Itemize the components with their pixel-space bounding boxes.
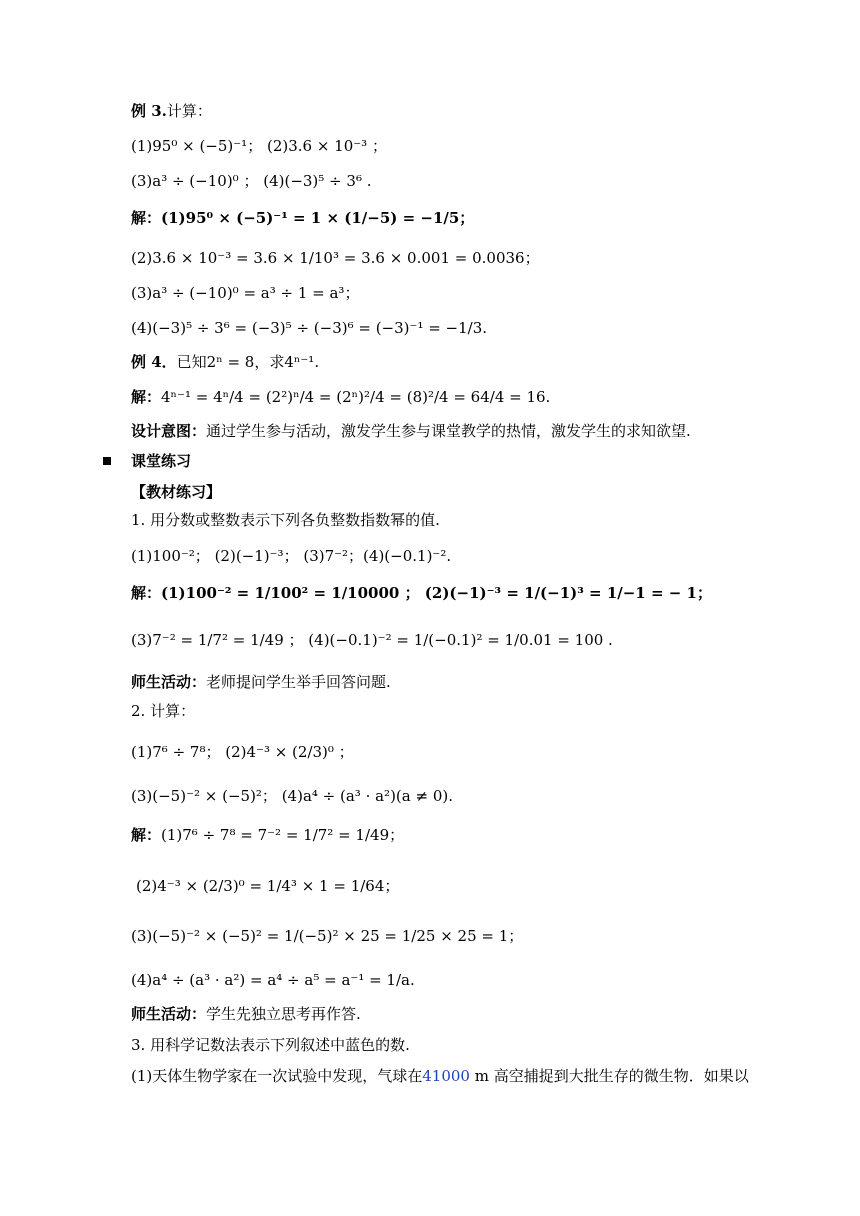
blue-number: 41000 — [422, 1067, 470, 1085]
section-heading: 课堂练习 — [131, 452, 192, 470]
exercise-2: 2. 计算： — [131, 702, 196, 720]
design-intent: 设计意图：通过学生参与活动，激发学生参与课堂教学的热情，激发学生的求知欲望. — [131, 422, 691, 440]
exercise-2-sol2: (2)4⁻³ × (2/3)⁰ = 1/4³ × 1 = 1/64； — [136, 877, 400, 895]
exercise-2-sol4: (4)a⁴ ÷ (a³ · a²) = a⁴ ÷ a⁵ = a⁻¹ = 1/a. — [131, 971, 415, 989]
exercise-3: 3. 用科学记数法表示下列叙述中蓝色的数. — [131, 1036, 410, 1054]
example-4-heading: 例 4．已知2ⁿ = 8，求4ⁿ⁻¹. — [131, 353, 320, 371]
teacher-student-2: 师生活动：学生先独立思考再作答. — [131, 1005, 361, 1023]
exercise-2-sol3: (3)(−5)⁻² × (−5)² = 1/(−5)² × 25 = 1/25 × 25 = 1； — [131, 927, 524, 945]
example-3-sol3: (3)a³ ÷ (−10)⁰ = a³ ÷ 1 = a³； — [131, 284, 360, 302]
exercise-2-q2: (3)(−5)⁻² × (−5)²； (4)a⁴ ÷ (a³ · a²)(a ≠ 0). — [131, 787, 453, 805]
teacher-student-1: 师生活动：老师提问学生举手回答问题. — [131, 673, 391, 691]
exercise-1-sol-a: 解：(1)100⁻² = 1/100² = 1/10000 ； (2)(−1)⁻³ = 1/(−1)³ = 1/−1 = − 1； — [131, 584, 712, 602]
exercise-1: 1. 用分数或整数表示下列各负整数指数幂的值. — [131, 511, 440, 529]
exercise-2-sol1: 解：(1)7⁶ ÷ 7⁸ = 7⁻² = 1/7² = 1/49； — [131, 826, 405, 844]
example-3-sol4: (4)(−3)⁵ ÷ 3⁶ = (−3)⁵ ÷ (−3)⁶ = (−3)⁻¹ = −1/3. — [131, 319, 488, 337]
exercise-1-sol-b: (3)7⁻² = 1/7² = 1/49 ； (4)(−0.1)⁻² = 1/(−0.1)² = 1/0.01 = 100 . — [131, 631, 613, 649]
textbook-practice-heading: 【教材练习】 — [131, 483, 222, 501]
exercise-2-q1: (1)7⁶ ÷ 7⁸； (2)4⁻³ × (2/3)⁰ ； — [131, 743, 354, 761]
example-3-q2: (3)a³ ÷ (−10)⁰ ； (4)(−3)⁵ ÷ 3⁶ . — [131, 172, 372, 190]
example-3-q1: (1)95⁰ × (−5)⁻¹； (2)3.6 × 10⁻³ ； — [131, 137, 387, 155]
exercise-1-items: (1)100⁻²； (2)(−1)⁻³； (3)7⁻²；(4)(−0.1)⁻². — [131, 547, 452, 565]
section-bullet — [103, 457, 111, 465]
example-3-heading: 例 3.计算： — [131, 102, 212, 120]
example-4-sol: 解：4ⁿ⁻¹ = 4ⁿ/4 = (2²)ⁿ/4 = (2ⁿ)²/4 = (8)²/4 = 64/4 = 16. — [131, 388, 551, 406]
example-3-sol2: (2)3.6 × 10⁻³ = 3.6 × 1/10³ = 3.6 × 0.001 = 0.0036； — [131, 249, 540, 267]
exercise-3-q1: (1)天体生物学家在一次试验中发现，气球在41000 m 高空捕捉到大批生存的微生物．如果以 — [131, 1067, 749, 1085]
example-3-sol1: 解：(1)95⁰ × (−5)⁻¹ = 1 × (1/−5) = −1/5； — [131, 209, 475, 227]
